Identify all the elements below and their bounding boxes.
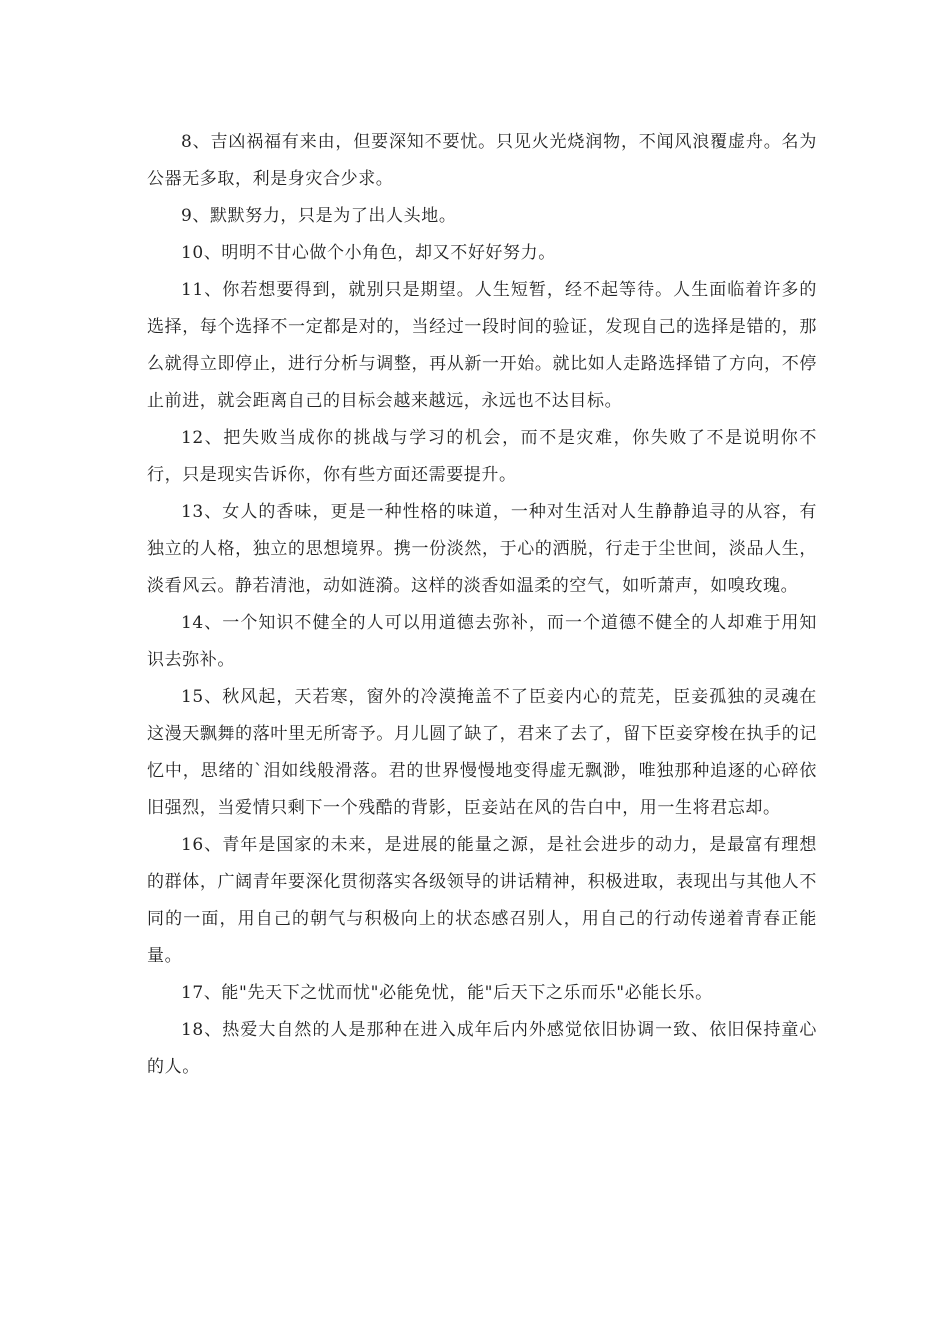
paragraph-9: 9、默默努力，只是为了出人头地。 [181,206,457,226]
paragraph-11: 11、你若想要得到，就别只是期望。人生短暂，经不起等待。人生面临着许多的选择，每个选择不一定都是对的，当经过一段时间的验证，发现自己的选择是错的，那么就得立即停止，进行分析与调整，再从新一开始。就比如人走路选择错了方向，不停止前进，就会距离自己的目标会越来越远，永远也不达目标。 [147,280,817,411]
paragraph-8: 8、吉凶祸福有来由，但要深知不要忧。只见火光烧润物，不闻风浪覆虚舟。名为公器无多取，利是身灾合少求。 [147,132,817,189]
document-body [147,124,817,1086]
paragraph-14: 14、一个知识不健全的人可以用道德去弥补，而一个道德不健全的人却难于用知识去弥补。 [147,613,817,670]
paragraph-12: 12、把失败当成你的挑战与学习的机会，而不是灾难，你失败了不是说明你不行，只是现实告诉你，你有些方面还需要提升。 [147,428,817,485]
paragraph-10: 10、明明不甘心做个小角色，却又不好好努力。 [181,243,556,263]
paragraph-13: 13、女人的香味，更是一种性格的味道，一种对生活对人生静静追寻的从容，有独立的人格，独立的思想境界。携一份淡然，于心的洒脱，行走于尘世间，淡品人生，淡看风云。静若清池，动如涟漪。这样的淡香如温柔的空气，如听萧声，如嗅玫瑰。 [147,502,817,596]
paragraph-15: 15、秋风起，天若寒，窗外的冷漠掩盖不了臣妾内心的荒芜，臣妾孤独的灵魂在这漫天飘舞的落叶里无所寄予。月儿圆了缺了，君来了去了，留下臣妾穿梭在执手的记忆中，思绪的`泪如线般滑落。君的世界慢慢地变得虚无飘渺，唯独那种追逐的心碎依旧强烈，当爱情只剩下一个残酷的背影，臣妾站在风的告白中，用一生将君忘却。 [147,687,817,818]
paragraph-16: 16、青年是国家的未来，是进展的能量之源，是社会进步的动力，是最富有理想的群体，广阔青年要深化贯彻落实各级领导的讲话精神，积极进取，表现出与其他人不同的一面，用自己的朝气与积极向上的状态感召别人，用自己的行动传递着青春正能量。 [147,835,817,966]
paragraph-17: 17、能"先天下之忧而忧"必能免忧，能"后天下之乐而乐"必能长乐。 [181,983,713,1003]
paragraph-18: 18、热爱大自然的人是那种在进入成年后内外感觉依旧协调一致、依旧保持童心的人。 [147,1020,817,1077]
